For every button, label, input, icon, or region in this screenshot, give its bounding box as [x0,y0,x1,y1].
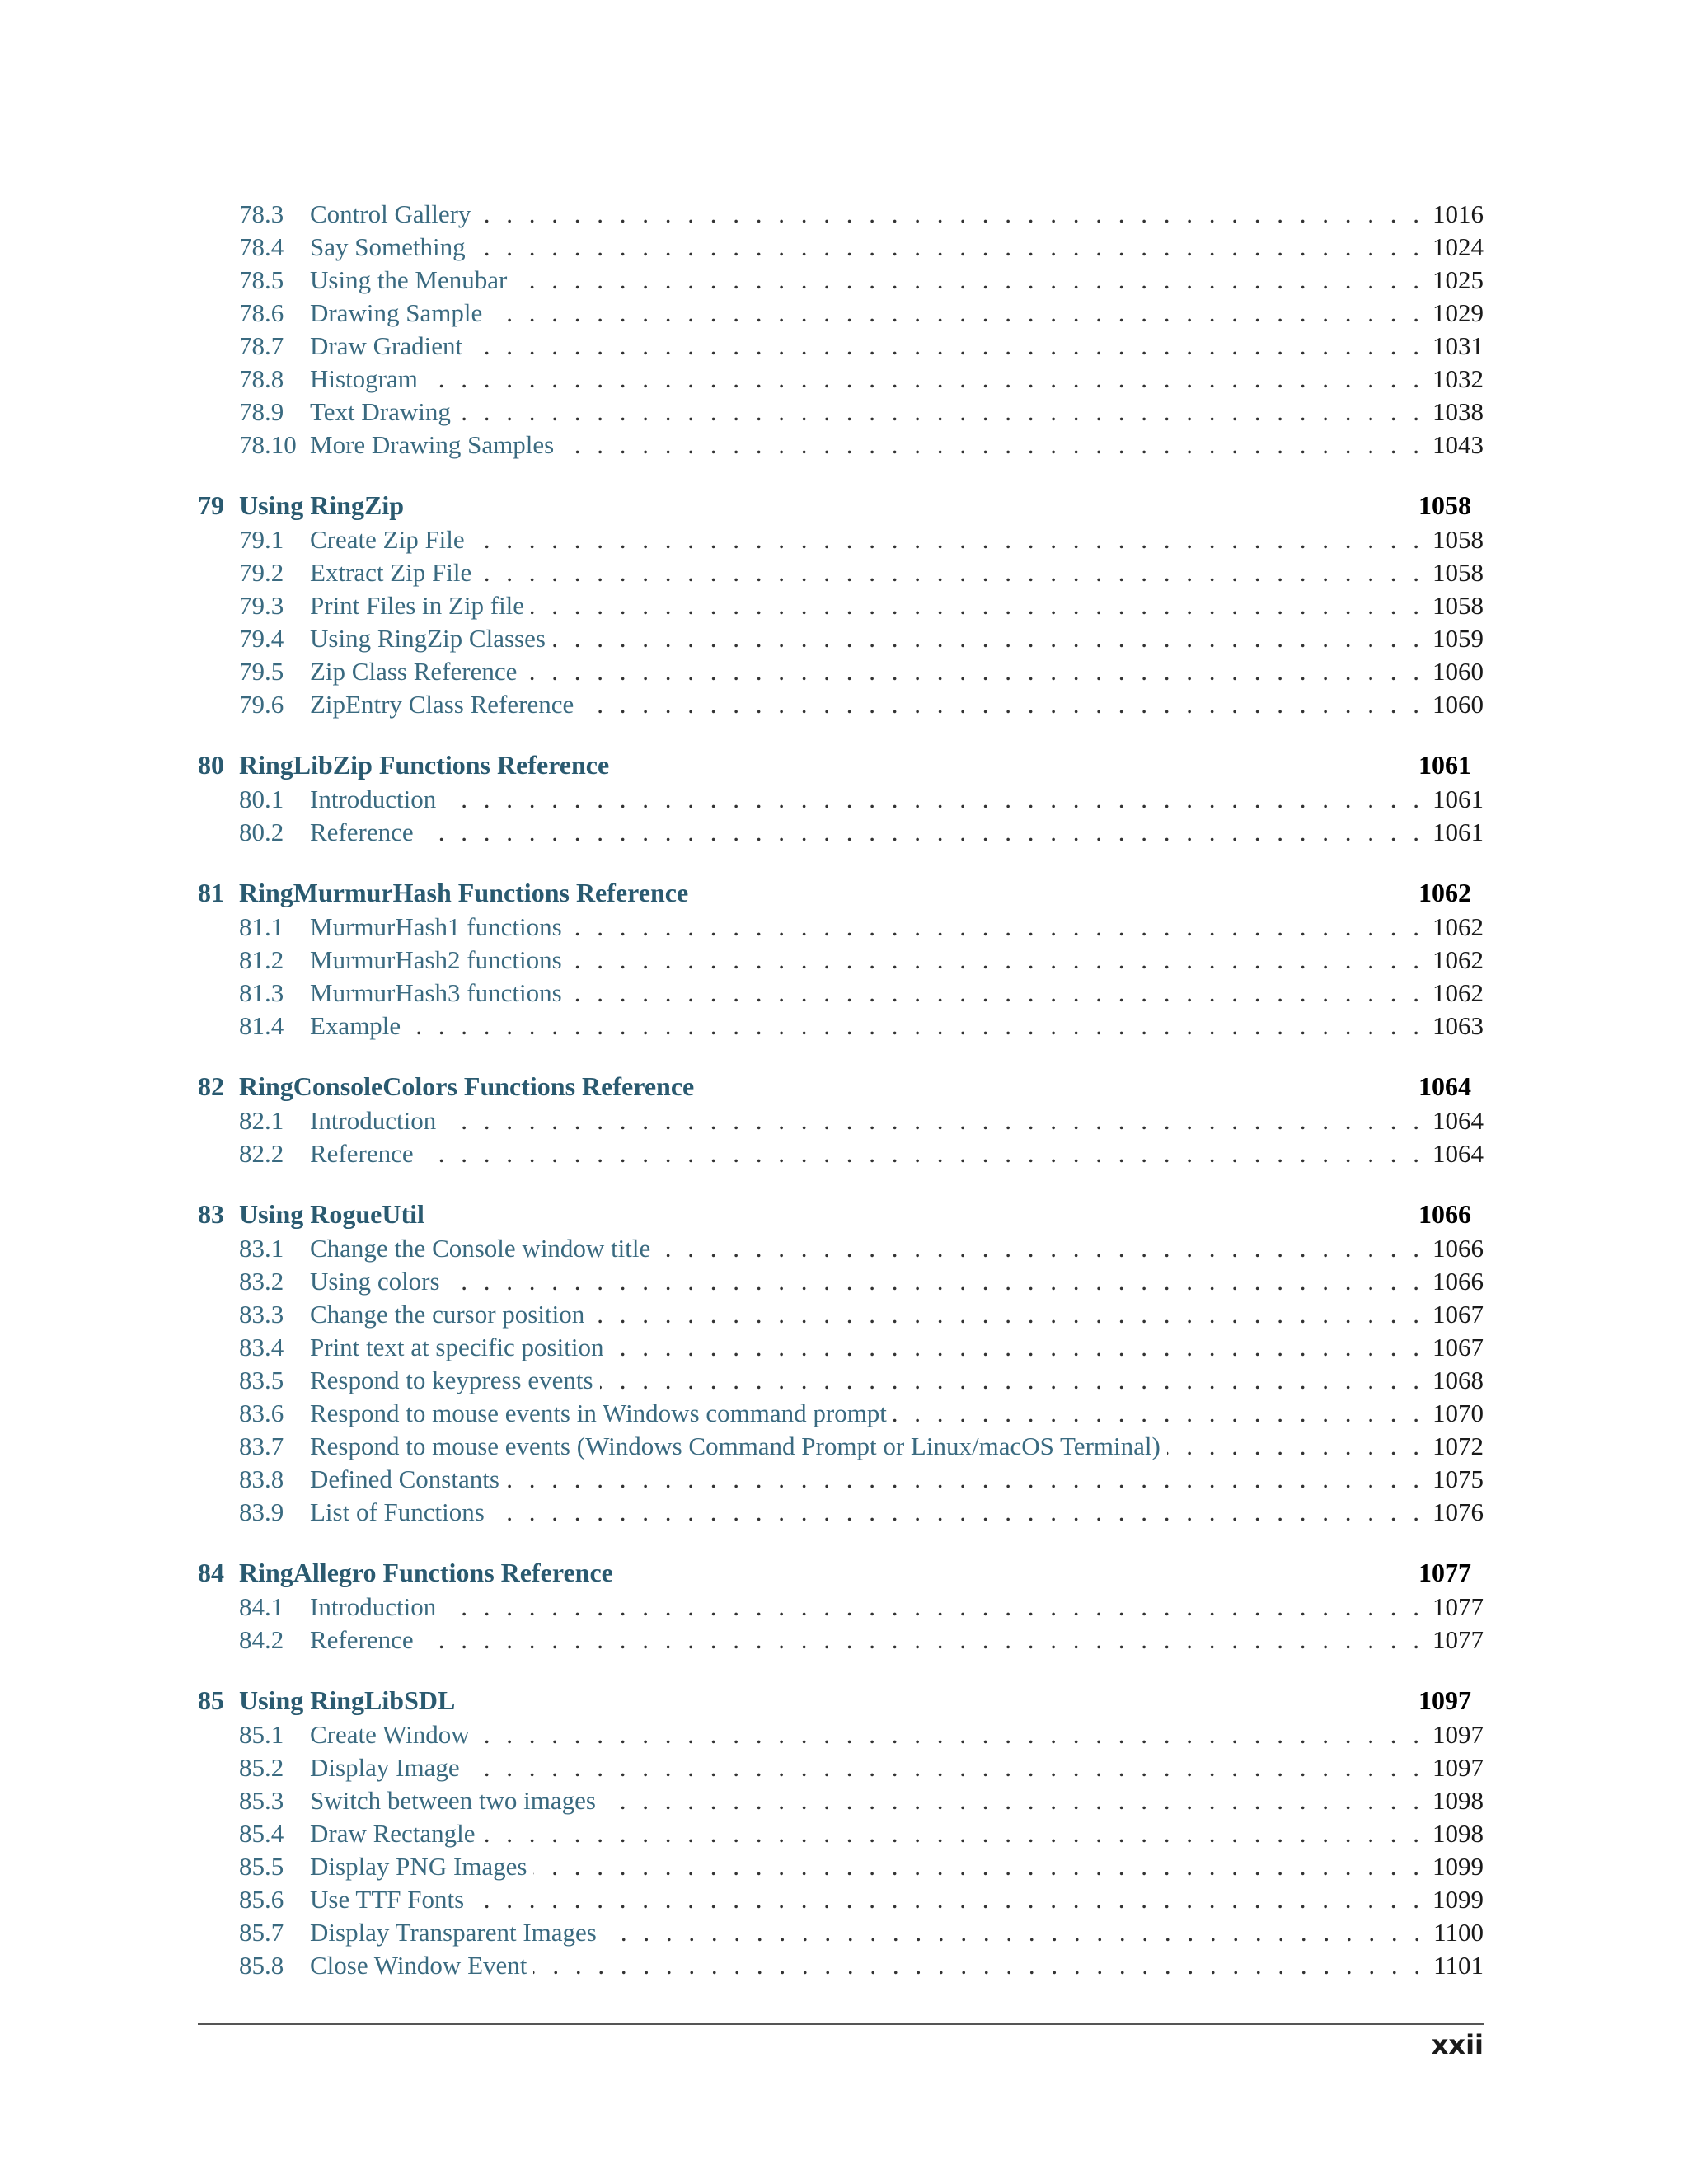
chapter-title[interactable]: Using RingLibSDL [239,1685,456,1715]
entry-title-link[interactable]: Draw Rectangle [310,1819,476,1848]
toc-entry[interactable] [239,690,1484,723]
entry-title-link[interactable]: Display PNG Images [310,1852,528,1881]
toc-entry[interactable] [239,1333,1484,1366]
dot-leader [443,1106,1424,1136]
toc-section [198,878,1484,1044]
entry-number: 85.2 [239,1753,284,1782]
entry-title-link[interactable]: MurmurHash3 functions [310,978,562,1007]
entry-number: 85.5 [239,1852,284,1881]
dot-leader [420,1625,1424,1655]
entry-page-number: 1064 [1432,1139,1484,1168]
toc-chapter-heading[interactable] [198,1685,1484,1720]
entry-page-number: 1066 [1432,1267,1484,1296]
toc-entry[interactable] [239,1139,1484,1172]
toc-entry[interactable] [239,1399,1484,1432]
toc-entry[interactable] [239,397,1484,430]
toc-entry[interactable] [239,1592,1484,1625]
chapter-num: 84 [198,1558,224,1587]
chapter-title[interactable]: RingMurmurHash Functions Reference [239,878,689,907]
dot-leader [513,265,1424,295]
entry-number: 79.2 [239,558,284,587]
entry-page-number: 1061 [1432,818,1484,846]
toc-chapter-heading[interactable] [198,1071,1484,1106]
dot-leader [603,1786,1424,1816]
entry-number: 83.7 [239,1432,284,1460]
entry-page-number: 1098 [1432,1786,1484,1815]
toc-entry[interactable] [239,364,1484,397]
dot-leader [1167,1432,1424,1461]
entry-page-number: 1064 [1432,1106,1484,1135]
chapter-title[interactable]: RingLibZip Functions Reference [239,750,610,780]
entry-page-number: 1060 [1432,690,1484,719]
dot-leader [523,657,1424,687]
toc-section [198,1558,1484,1658]
toc-entry[interactable] [239,1852,1484,1885]
entry-number: 81.2 [239,945,284,974]
toc-entry[interactable] [239,1432,1484,1465]
chapter-title[interactable]: RingAllegro Functions Reference [239,1558,613,1587]
dot-leader [477,199,1424,229]
toc-entry[interactable] [239,1366,1484,1399]
dot-leader [489,298,1424,328]
entry-title-link[interactable]: Display Transparent Images [310,1918,597,1947]
toc-entry[interactable] [239,657,1484,690]
chapter-page: 1062 [1418,878,1471,907]
dot-leader [471,1885,1424,1915]
entry-page-number: 1097 [1432,1720,1484,1749]
toc-entry[interactable] [239,1786,1484,1819]
entry-title-link[interactable]: Reference [310,818,414,846]
dot-leader [533,1852,1424,1882]
dot-leader [610,1333,1424,1362]
toc-chapter-heading[interactable] [198,1558,1484,1592]
chapter-title[interactable]: Using RingZip [239,490,405,520]
entry-title-link[interactable]: Using RingZip Classes [310,624,546,653]
entry-title-link[interactable]: MurmurHash1 functions [310,912,562,941]
toc-section [198,750,1484,851]
entry-page-number: 1043 [1432,430,1484,459]
toc-entry[interactable] [239,1918,1484,1951]
toc-entry[interactable] [239,1106,1484,1139]
entry-number: 83.5 [239,1366,284,1394]
entry-number: 85.8 [239,1951,284,1980]
dot-leader [569,978,1424,1008]
entry-title-link[interactable]: Switch between two images [310,1786,596,1815]
toc-entry[interactable] [239,1819,1484,1852]
chapter-page: 1058 [1418,490,1471,520]
toc-entry[interactable] [239,785,1484,818]
entry-page-number: 1031 [1432,331,1484,360]
toc-entry[interactable] [239,945,1484,978]
entry-title-link[interactable]: Using the Menubar [310,265,508,294]
dot-leader [482,1819,1424,1849]
toc-entry[interactable] [239,1465,1484,1497]
entry-page-number: 1072 [1432,1432,1484,1460]
entry-page-number: 1101 [1433,1951,1484,1980]
entry-number: 78.6 [239,298,284,327]
chapter-num: 79 [198,490,224,520]
entry-number: 85.6 [239,1885,284,1914]
chapter-page: 1064 [1418,1071,1471,1101]
dot-leader [443,1592,1424,1622]
entry-number: 78.3 [239,199,284,228]
entry-page-number: 1099 [1432,1852,1484,1881]
toc-chapter-heading[interactable] [198,490,1484,525]
chapter-page: 1066 [1418,1199,1471,1229]
entry-number: 79.5 [239,657,284,686]
entry-number: 78.9 [239,397,284,426]
dot-leader [467,1753,1424,1783]
entry-title-link[interactable]: Respond to mouse events in Windows command prompt [310,1399,887,1427]
toc-section [198,1685,1484,1984]
chapter-title[interactable]: Using RogueUtil [239,1199,424,1229]
dot-leader [469,331,1424,361]
dot-leader [591,1300,1424,1329]
toc-chapter-heading[interactable] [198,878,1484,912]
entry-title-link[interactable]: More Drawing Samples [310,430,555,459]
dot-leader [447,1267,1424,1296]
chapter-page: 1077 [1418,1558,1471,1587]
toc-entry[interactable] [239,525,1484,558]
dot-leader [580,690,1424,719]
dot-leader [552,624,1424,654]
entry-title-link[interactable]: Histogram [310,364,418,393]
entry-number: 79.1 [239,525,284,554]
entry-number: 79.3 [239,591,284,620]
dot-leader [560,430,1424,460]
toc-entry[interactable] [239,430,1484,463]
entry-title-link[interactable]: Respond to keypress events [310,1366,593,1394]
entry-page-number: 1060 [1432,657,1484,686]
entry-page-number: 1077 [1432,1592,1484,1621]
toc-entry[interactable] [239,558,1484,591]
entry-number: 83.1 [239,1234,284,1263]
chapter-title[interactable]: RingConsoleColors Functions Reference [239,1071,695,1101]
entry-title-link[interactable]: MurmurHash2 functions [310,945,562,974]
toc-section [198,199,1484,463]
chapter-num: 82 [198,1071,224,1101]
toc-entry[interactable] [239,1885,1484,1918]
entry-page-number: 1062 [1432,945,1484,974]
entry-title-link[interactable]: Zip Class Reference [310,657,518,686]
entry-page-number: 1098 [1432,1819,1484,1848]
dot-leader [531,591,1424,621]
entry-number: 85.4 [239,1819,284,1848]
entry-page-number: 1063 [1432,1011,1484,1040]
toc-entry[interactable] [239,591,1484,624]
entry-title-link[interactable]: Print text at specific position [310,1333,604,1361]
entry-number: 83.2 [239,1267,284,1296]
entry-number: 83.4 [239,1333,284,1361]
dot-leader [506,1465,1424,1494]
toc-entry[interactable] [239,1234,1484,1267]
toc-section [198,490,1484,723]
toc-entry[interactable] [239,1951,1484,1984]
entry-page-number: 1097 [1432,1753,1484,1782]
entry-number: 83.6 [239,1399,284,1427]
entry-number: 85.7 [239,1918,284,1947]
dot-leader [657,1234,1424,1263]
dot-leader [476,1720,1424,1750]
entry-number: 83.3 [239,1300,284,1329]
entry-title-link[interactable]: List of Functions [310,1497,485,1526]
entry-title-link[interactable]: Create Zip File [310,525,465,554]
entry-page-number: 1058 [1432,525,1484,554]
entry-page-number: 1068 [1432,1366,1484,1394]
entry-page-number: 1059 [1432,624,1484,653]
toc-entry[interactable] [239,1267,1484,1300]
entry-page-number: 1066 [1432,1234,1484,1263]
entry-number: 83.9 [239,1497,284,1526]
entry-page-number: 1070 [1432,1399,1484,1427]
entry-page-number: 1062 [1432,978,1484,1007]
dot-leader [893,1399,1424,1428]
entry-title-link[interactable]: Respond to mouse events (Windows Command Prompt or Linux/macOS Terminal) [310,1432,1160,1460]
entry-title-link[interactable]: Extract Zip File [310,558,472,587]
toc-entry[interactable] [239,331,1484,364]
dot-leader [424,364,1424,394]
entry-page-number: 1025 [1432,265,1484,294]
entry-title-link[interactable]: Example [310,1011,401,1040]
toc-entry[interactable] [239,298,1484,331]
entry-page-number: 1024 [1432,232,1484,261]
entry-page-number: 1075 [1432,1465,1484,1493]
chapter-page: 1097 [1418,1685,1471,1715]
dot-leader [420,818,1424,847]
entry-page-number: 1077 [1432,1625,1484,1654]
toc-entry[interactable] [239,1625,1484,1658]
entry-title-link[interactable]: Say Something [310,232,466,261]
entry-number: 85.1 [239,1720,284,1749]
toc-chapter-heading[interactable] [198,1199,1484,1234]
entry-title-link[interactable]: Introduction [310,785,437,813]
entry-number: 79.4 [239,624,284,653]
chapter-num: 85 [198,1685,224,1715]
entry-number: 82.2 [239,1139,284,1168]
chapter-num: 83 [198,1199,224,1229]
dot-leader [478,558,1424,588]
entry-title-link[interactable]: Reference [310,1625,414,1654]
dot-leader [407,1011,1424,1041]
entry-number: 84.2 [239,1625,284,1654]
entry-title-link[interactable]: Display Image [310,1753,460,1782]
entry-title-link[interactable]: Defined Constants [310,1465,499,1493]
dot-leader [491,1497,1424,1527]
dot-leader [443,785,1424,814]
entry-title-link[interactable]: Reference [310,1139,414,1168]
entry-page-number: 1076 [1432,1497,1484,1526]
entry-title-link[interactable]: Draw Gradient [310,331,463,360]
entry-number: 82.1 [239,1106,284,1135]
entry-title-link[interactable]: Control Gallery [310,199,471,228]
entry-page-number: 1061 [1432,785,1484,813]
entry-title-link[interactable]: Text Drawing [310,397,451,426]
entry-number: 81.1 [239,912,284,941]
toc-section [198,1199,1484,1530]
entry-title-link[interactable]: Introduction [310,1592,437,1621]
entry-number: 79.6 [239,690,284,719]
entry-number: 80.2 [239,818,284,846]
footer-page-number: xxii [1431,2029,1484,2060]
toc-chapter-heading[interactable] [198,750,1484,785]
entry-page-number: 1062 [1432,912,1484,941]
toc-entry[interactable] [239,265,1484,298]
entry-number: 80.1 [239,785,284,813]
entry-page-number: 1100 [1433,1918,1484,1947]
entry-number: 84.1 [239,1592,284,1621]
entry-title-link[interactable]: ZipEntry Class Reference [310,690,574,719]
entry-number: 78.5 [239,265,284,294]
chapter-num: 81 [198,878,224,907]
entry-number: 78.4 [239,232,284,261]
entry-page-number: 1016 [1432,199,1484,228]
entry-page-number: 1099 [1432,1885,1484,1914]
entry-page-number: 1058 [1432,591,1484,620]
entry-title-link[interactable]: Drawing Sample [310,298,483,327]
chapter-page: 1061 [1418,750,1471,780]
toc-entry[interactable] [239,199,1484,232]
entry-number: 81.4 [239,1011,284,1040]
entry-number: 78.8 [239,364,284,393]
toc-entry[interactable] [239,818,1484,851]
entry-title-link[interactable]: Close Window Event [310,1951,528,1980]
dot-leader [569,945,1424,975]
footer-divider [198,2023,1484,2025]
toc-entry[interactable] [239,232,1484,265]
toc-entry[interactable] [239,1720,1484,1753]
dot-leader [471,525,1424,555]
entry-title-link[interactable]: Introduction [310,1106,437,1135]
entry-page-number: 1067 [1432,1333,1484,1361]
dot-leader [569,912,1424,942]
dot-leader [603,1918,1425,1947]
entry-title-link[interactable]: Print Files in Zip file [310,591,525,620]
table-of-contents [198,199,1484,2011]
entry-page-number: 1038 [1432,397,1484,426]
dot-leader [533,1951,1425,1980]
dot-leader [420,1139,1424,1169]
entry-page-number: 1032 [1432,364,1484,393]
dot-leader [457,397,1424,427]
toc-section [198,1071,1484,1172]
toc-entry[interactable] [239,624,1484,657]
toc-entry[interactable] [239,1753,1484,1786]
toc-entry[interactable] [239,1497,1484,1530]
entry-page-number: 1067 [1432,1300,1484,1329]
entry-title-link[interactable]: Change the cursor position [310,1300,585,1329]
toc-entry[interactable] [239,978,1484,1011]
dot-leader [472,232,1424,262]
dot-leader [600,1366,1424,1395]
entry-number: 78.7 [239,331,284,360]
entry-title-link[interactable]: Use TTF Fonts [310,1885,465,1914]
entry-number: 78.10 [239,430,297,459]
entry-title-link[interactable]: Using colors [310,1267,440,1296]
toc-entry[interactable] [239,912,1484,945]
entry-title-link[interactable]: Create Window [310,1720,470,1749]
chapter-num: 80 [198,750,224,780]
entry-number: 81.3 [239,978,284,1007]
entry-page-number: 1058 [1432,558,1484,587]
entry-title-link[interactable]: Change the Console window title [310,1234,651,1263]
entry-number: 85.3 [239,1786,284,1815]
toc-entry[interactable] [239,1011,1484,1044]
entry-page-number: 1029 [1432,298,1484,327]
toc-entry[interactable] [239,1300,1484,1333]
entry-number: 83.8 [239,1465,284,1493]
